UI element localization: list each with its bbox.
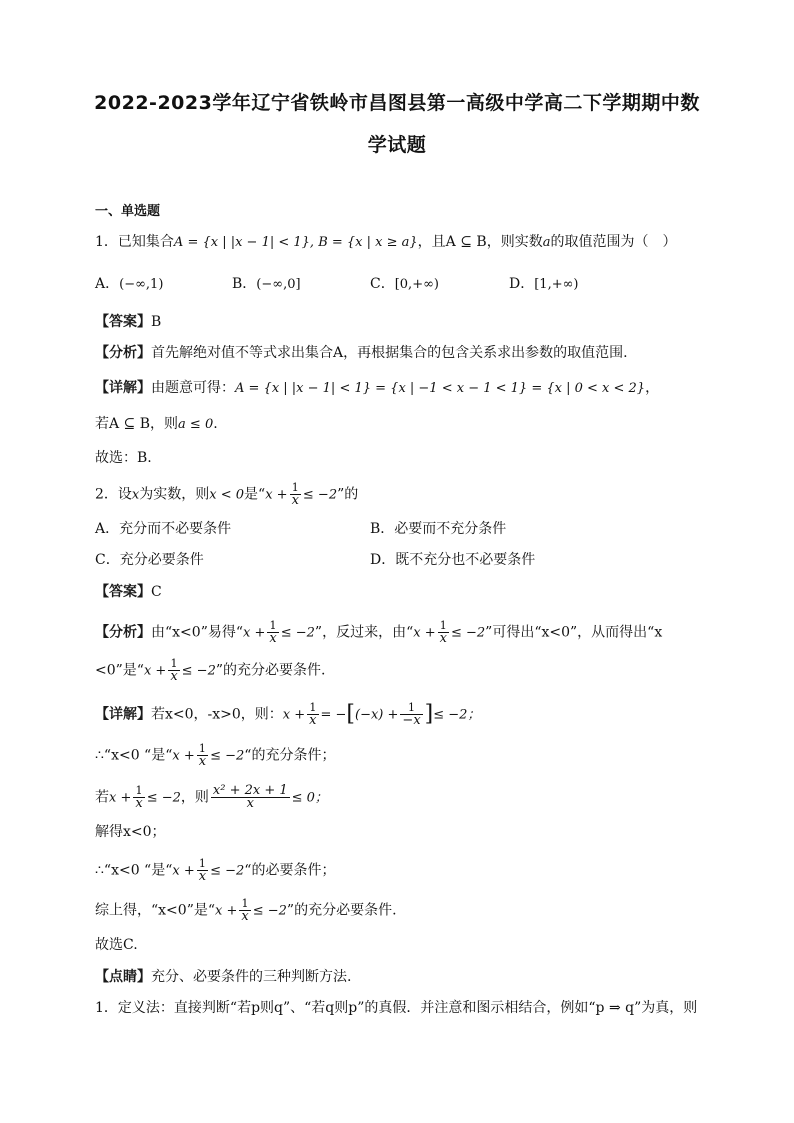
q1-answer: 【答案】B <box>95 314 162 330</box>
question-2: 2．设x为实数，则x < 0是“x + $\frac{1}{x}$ ≤ −2”的 <box>95 481 359 508</box>
q2-option-d: D．既不充分也不必要条件 <box>370 552 536 568</box>
q1-analysis: 【分析】首先解绝对值不等式求出集合A，再根据集合的包含关系求出参数的取值范围. <box>95 345 628 361</box>
q1-option-b: B．(−∞,0] <box>232 276 301 292</box>
set-expression: A = {x | |x − 1| < 1}, B = {x | x ≥ a} <box>173 235 418 250</box>
question-1: 1．已知集合A = {x | |x − 1| < 1}, B = {x | x ≥ a}，且A ⊆ B，则实数a的取值范围为（ ） <box>95 234 677 250</box>
q2-analysis-line2: <0”是“x + $\frac{1}{x}$ ≤ −2”的充分必要条件. <box>95 657 326 684</box>
section-heading: 一、单选题 <box>95 204 161 219</box>
q1-option-a: A．(−∞,1) <box>95 276 164 292</box>
q2-sufficient: ∴“x<0 “是“x + $\frac{1}{x}$ ≤ −2“的充分条件； <box>95 742 336 769</box>
q2-option-b: B．必要而不充分条件 <box>370 521 507 537</box>
q2-necessary: ∴“x<0 “是“x + $\frac{1}{x}$ ≤ −2“的必要条件； <box>95 857 336 884</box>
q2-option-c: C．充分必要条件 <box>95 552 204 568</box>
page-title-continued: 学试题 <box>367 134 427 156</box>
q2-option-a: A．充分而不必要条件 <box>95 521 232 537</box>
q1-detail: 【详解】由题意可得：A = {x | |x − 1| < 1} = {x | −1 < x − 1 < 1} = {x | 0 < x < 2}， <box>95 380 660 396</box>
q2-answer: 【答案】C <box>95 584 162 600</box>
q1-option-d: D．[1,+∞) <box>509 276 579 292</box>
fraction: $\frac{1}{x}$ <box>291 481 299 508</box>
q1-conclusion: 故选：B. <box>95 450 152 466</box>
q2-solve: 解得x<0； <box>95 824 166 840</box>
q1-option-c: C．[0,+∞) <box>370 276 439 292</box>
q2-detail: 【详解】若x<0，-x>0，则：x + $\frac{1}{x}$ = −[(−x) + $\frac{1}{-x}$ ]≤ −2； <box>95 701 481 728</box>
q1-detail-line2: 若A ⊆ B，则a ≤ 0. <box>95 416 218 432</box>
q2-comment: 【点睛】充分、必要条件的三种判断方法. <box>95 969 352 985</box>
q2-analysis: 【分析】由“x<0”易得“x + $\frac{1}{x}$ ≤ −2”，反过来，由“x + $\frac{1}{x}$ ≤ −2”可得出“x<0”，从而得出“x <box>95 619 663 646</box>
q2-conclusion: 故选C. <box>95 937 138 953</box>
page-title: 2022-2023学年辽宁省铁岭市昌图县第一高级中学高二下学期期中数 <box>94 92 700 114</box>
q2-if-line: 若x + $\frac{1}{x}$ ≤ −2，则 $\frac{\text{x² + 2x + 1}}{x}$ ≤ 0； <box>95 783 328 811</box>
q2-method-1: 1．定义法：直接判断“若p则q”、“若q则p”的真假．并注意和图示相结合，例如“p ⇒ q”为真，则 <box>95 1000 698 1016</box>
q2-summary: 综上得，“x<0”是“x + $\frac{1}{x}$ ≤ −2”的充分必要条件. <box>95 897 397 924</box>
